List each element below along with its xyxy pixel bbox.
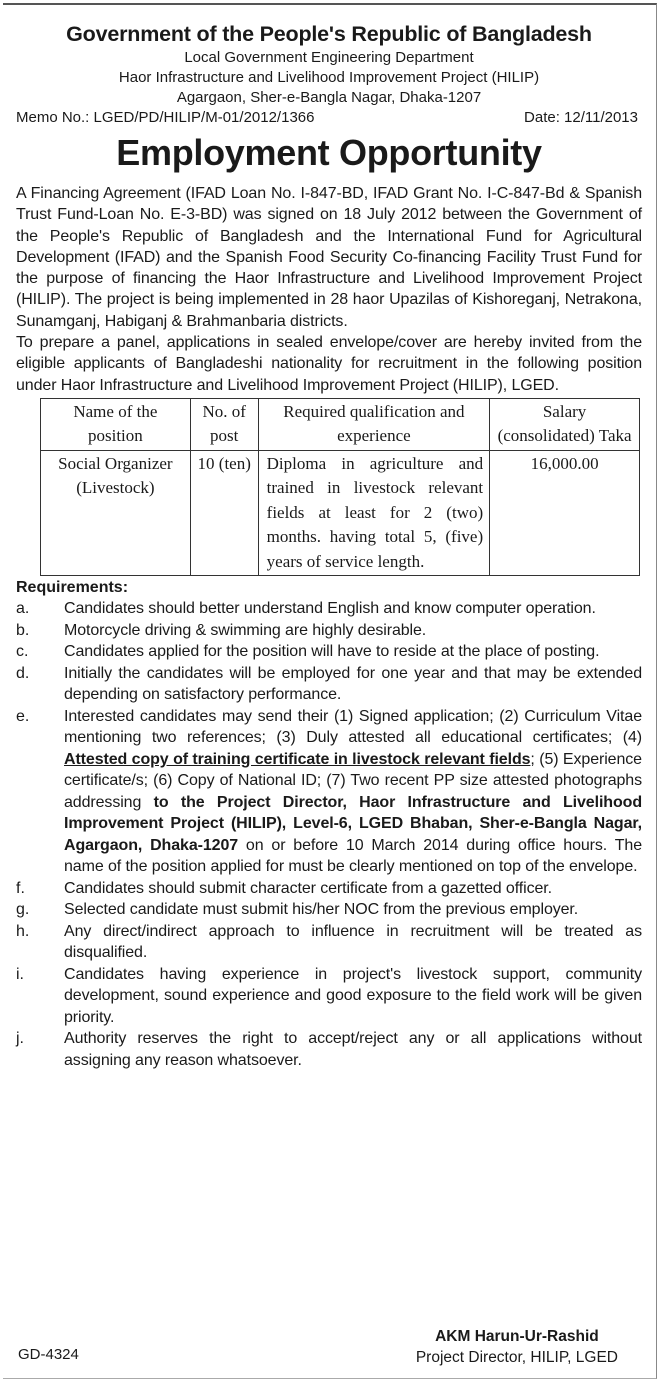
application-documents-text: Interested candidates may send their (1) Signed application; (2) Curriculum Vitae mentioning two references; (3) Duly attested all educational certificates; (4) <box>64 707 642 747</box>
item-letter: a. <box>16 600 30 618</box>
item-letter: c. <box>16 643 29 661</box>
item-letter: h. <box>16 922 30 940</box>
list-item <box>16 620 642 642</box>
list-item <box>16 921 642 964</box>
item-letter: g. <box>16 901 30 919</box>
department-name: Local Government Engineering Department <box>184 49 474 66</box>
table-row <box>41 450 640 576</box>
signature-block <box>416 1326 618 1368</box>
project-name: Haor Infrastructure and Livelihood Improvement Project (HILIP) <box>118 69 540 86</box>
item-text: Candidates should better understand English and know computer operation. <box>64 600 596 618</box>
item-letter: j. <box>16 1030 24 1048</box>
item-letter: b. <box>16 621 30 639</box>
item-text: Selected candidate must submit his/her NOC from the previous employer. <box>64 901 579 919</box>
item-text: Any direct/indirect approach to influence in recruitment will be treated as disqualified. <box>64 922 642 962</box>
list-item <box>16 598 642 620</box>
position-table <box>40 398 640 577</box>
page-title: Employment Opportunity <box>116 132 542 173</box>
cell-posts: 10 (ten) <box>190 450 258 576</box>
header-salary: Salary (consolidated) Taka <box>490 398 640 450</box>
requirements-list <box>16 598 642 1071</box>
item-text: Candidates applied for the position will have to reside at the place of posting. <box>64 643 600 661</box>
item-text: Initially the candidates will be employed for one year and that may be extended depending on satisfactory performance. <box>64 664 642 704</box>
intro-paragraph: A Financing Agreement (IFAD Loan No. I-847-BD, IFAD Grant No. I-C-847-Bd & Spanish Trust Fund-Loan No. E-3-BD) was signed on 18 July 2012 between the Government of the People's Republic of Bangladesh and the International Fund for Agricultural Development (IFAD) and the Spanish Food Security Co-financing Facility Trust Fund for the purpose of financing the Haor Infrastructure and Livelihood Improvement Project (HILIP). The project is being implemented in 28 haor Upazilas of Kishoreganj, Netrakona, Sunamganj, Habiganj & Brahmanbaria districts. <box>16 185 642 330</box>
list-item <box>16 1028 642 1071</box>
memo-date: Date: 12/11/2013 <box>524 109 638 126</box>
submission-address: to the Project Director, Haor Infrastructure and Livelihood Improvement Project (HILIP), Level-6, LGED Bhaban, Sher-e-Bangla Nagar, Agargaon, Dhaka-1207 <box>64 793 642 854</box>
item-letter: e. <box>16 707 30 725</box>
item-text <box>64 706 642 878</box>
list-item <box>16 899 642 921</box>
signatory-name: AKM Harun-Ur-Rashid <box>435 1328 599 1345</box>
item-letter: f. <box>16 879 25 897</box>
list-item <box>16 964 642 1029</box>
header-posts: No. of post <box>190 398 258 450</box>
signatory-designation: Project Director, HILIP, LGED <box>415 1349 618 1366</box>
header-qualification: Required qualification and experience <box>258 398 489 450</box>
list-item <box>16 641 642 663</box>
item-letter: d. <box>16 664 30 682</box>
item-text: Motorcycle driving & swimming are highly desirable. <box>64 621 427 639</box>
item-text: Authority reserves the right to accept/reject any or all applications without assigning any reason whatsoever. <box>64 1030 642 1069</box>
gd-code: GD-4324 <box>18 1346 79 1363</box>
memo-row <box>16 108 642 128</box>
submission-deadline-text: on or before 10 March 2014 during office hours. The name of the position applied for must be clearly mentioned on top of the envelope. <box>64 836 642 876</box>
requirements-heading: Requirements: <box>16 579 129 597</box>
cell-position: Social Organizer (Livestock) <box>41 450 191 576</box>
header-position: Name of the position <box>41 398 191 450</box>
cell-salary: 16,000.00 <box>490 450 640 576</box>
training-certificate-highlight: Attested copy of training certificate in livestock relevant fields <box>64 750 531 768</box>
list-item <box>16 663 642 706</box>
government-title: Government of the People's Republic of Bangladesh <box>66 22 592 46</box>
table-header-row <box>41 398 640 450</box>
item-letter: i. <box>16 965 24 983</box>
application-documents-text-cont: ; (5) Experience certificate/s; (6) Copy of National ID; (7) Two recent PP size attested photographs addressing <box>64 750 642 811</box>
notice-header <box>16 0 642 128</box>
item-text: Candidates should submit character certificate from a gazetted officer. <box>64 879 552 897</box>
list-item <box>16 706 642 878</box>
list-item <box>16 878 642 900</box>
office-address: Agargaon, Sher-e-Bangla Nagar, Dhaka-1207 <box>176 89 482 106</box>
memo-number: Memo No.: LGED/PD/HILIP/M-01/2012/1366 <box>16 109 315 126</box>
panel-paragraph: To prepare a panel, applications in sealed envelope/cover are hereby invited from the eligible applicants of Bangladeshi nationality for recruitment in the following position under Haor Infrastructure and Livelihood Improvement Project (HILIP), LGED. <box>16 334 642 394</box>
item-text: Candidates having experience in project's livestock support, community development, sound experience and good exposure to the field work will be given priority. <box>64 965 642 1026</box>
cell-qualification: Diploma in agriculture and trained in livestock relevant fields at least for 2 (two) months. having total 5, (five) years of service length. <box>258 450 489 576</box>
